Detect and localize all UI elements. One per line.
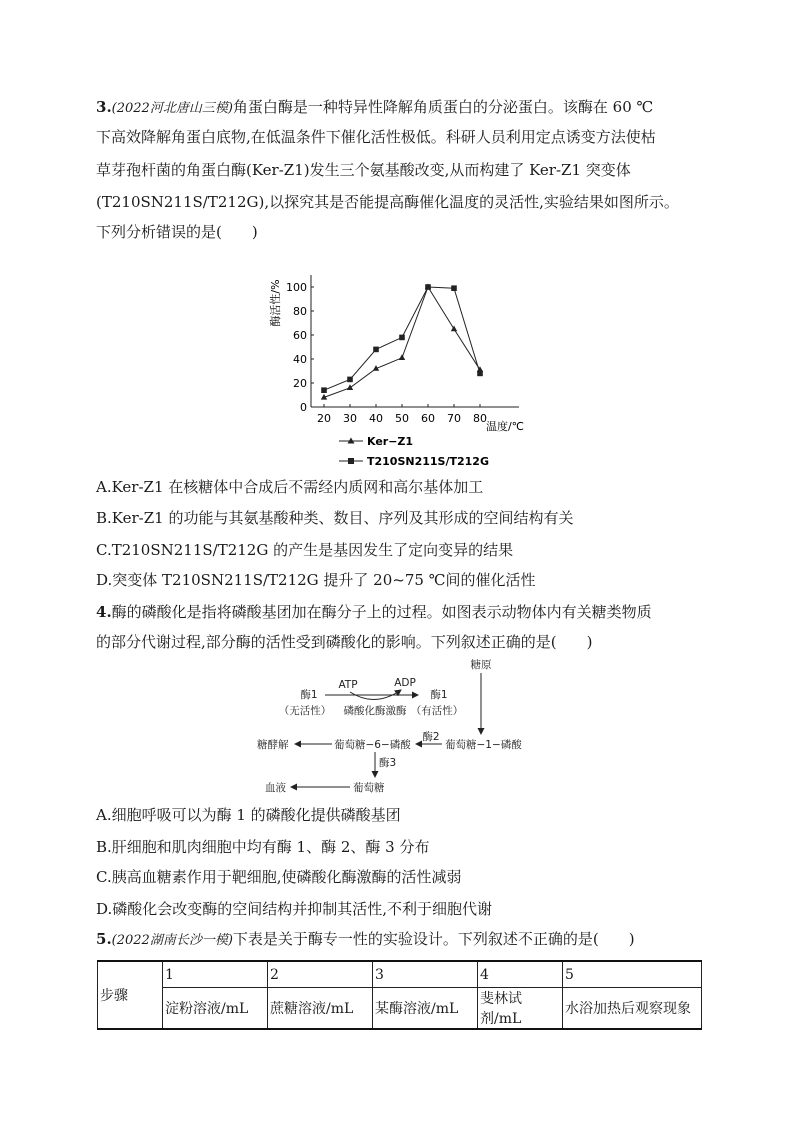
inactive-label: （无活性） bbox=[278, 705, 332, 717]
table-col-num-4: 4 bbox=[478, 961, 563, 988]
table-cell-3: 某酶溶液/mL bbox=[373, 988, 478, 1030]
table-cell-5: 水浴加热后观察现象 bbox=[563, 988, 702, 1030]
atp-label: ATP bbox=[338, 679, 358, 691]
chart-point-square bbox=[399, 335, 405, 341]
chart-xtick-label: 40 bbox=[369, 412, 383, 425]
q5-line-1: 5.(2022湖南长沙一模)下表是关于酶专一性的实验设计。下列叙述不正确的是( ) bbox=[96, 930, 635, 948]
chart-xtick-label: 60 bbox=[421, 412, 435, 425]
g6p-label: 葡萄糖−6−磷酸 bbox=[334, 739, 411, 751]
q3-line-5: 下列分析错误的是( ) bbox=[96, 223, 258, 241]
chart-point-square bbox=[347, 377, 353, 383]
table-col-num-5: 5 bbox=[563, 961, 702, 988]
chart-point-square bbox=[425, 284, 431, 290]
table-col-num-2: 2 bbox=[268, 961, 373, 988]
q4-option-a: A.细胞呼吸可以为酶 1 的磷酸化提供磷酸基团 bbox=[96, 806, 401, 824]
q5-source: (2022湖南长沙一模) bbox=[111, 933, 233, 948]
table-cell-1: 淀粉溶液/mL bbox=[163, 988, 268, 1030]
legend-label-kerz1: Ker−Z1 bbox=[367, 435, 414, 448]
q5-steps-table bbox=[97, 960, 702, 1030]
legend-marker-square bbox=[348, 458, 354, 464]
table-col-num-3: 3 bbox=[373, 961, 478, 988]
chart-ytick-label: 80 bbox=[293, 305, 307, 318]
q4-number: 4 bbox=[96, 603, 107, 621]
q3-source: (2022河北唐山三模) bbox=[111, 101, 233, 116]
table-row-header: 步骤 bbox=[98, 961, 163, 1029]
metabolism-diagram bbox=[255, 656, 545, 798]
g1p-label: 葡萄糖−1−磷酸 bbox=[445, 739, 522, 751]
table-cell-2: 蔗糖溶液/mL bbox=[268, 988, 373, 1030]
q4-option-c: C.胰高血糖素作用于靶细胞,使磷酸化酶激酶的活性减弱 bbox=[96, 868, 462, 886]
glucose-label: 葡萄糖 bbox=[353, 782, 385, 794]
q3-line-3: 草芽孢杆菌的角蛋白酶(Ker-Z1)发生三个氨基酸改变,从而构建了 Ker-Z1 突变体 bbox=[96, 161, 631, 179]
q4-line-2: 的部分代谢过程,部分酶的活性受到磷酸化的影响。下列叙述正确的是( ) bbox=[96, 633, 593, 651]
chart-xtick-label: 70 bbox=[447, 412, 461, 425]
blood-label: 血液 bbox=[265, 782, 286, 794]
q3-line-1: 3.(2022河北唐山三模)角蛋白酶是一种特异性降解角质蛋白的分泌蛋白。该酶在 60 ℃ bbox=[96, 98, 654, 116]
enzyme2-label: 酶2 bbox=[422, 731, 440, 743]
q3-option-c: C.T210SN211S/T212G 的产生是基因发生了定向变异的结果 bbox=[96, 541, 514, 559]
q5-number: 5 bbox=[96, 930, 107, 948]
chart-point-square bbox=[451, 285, 457, 291]
kinase-label: 磷酸化酶激酶 bbox=[343, 705, 407, 717]
chart-point-triangle bbox=[451, 326, 457, 332]
chart-point-triangle bbox=[399, 354, 405, 360]
chart-point-square bbox=[321, 387, 327, 393]
q3-option-a: A.Ker-Z1 在核糖体中合成后不需经内质网和高尔基体加工 bbox=[96, 478, 484, 496]
chart-point-square bbox=[373, 347, 379, 353]
chart-ytick-label: 20 bbox=[293, 377, 307, 390]
chart-ytick-label: 40 bbox=[293, 353, 307, 366]
q3-stem-1: 角蛋白酶是一种特异性降解角质蛋白的分泌蛋白。该酶在 60 ℃ bbox=[232, 98, 654, 116]
table-cell-4: 斐林试剂/mL bbox=[478, 988, 563, 1030]
q3-number: 3 bbox=[96, 98, 107, 116]
chart-ytick-label: 60 bbox=[293, 329, 307, 342]
adp-label: ADP bbox=[394, 677, 416, 689]
chart-xlabel: 温度/℃ bbox=[485, 420, 525, 433]
chart-xtick-label: 80 bbox=[473, 412, 487, 425]
q3-option-b: B.Ker-Z1 的功能与其氨基酸种类、数目、序列及其形成的空间结构有关 bbox=[96, 509, 574, 527]
chart-point-square bbox=[477, 371, 483, 377]
active-label: （有活性） bbox=[410, 705, 464, 717]
chart-xtick-label: 30 bbox=[343, 412, 357, 425]
enzyme1-active-label: 酶1 bbox=[430, 689, 448, 701]
chart-xtick-label: 20 bbox=[317, 412, 331, 425]
q5-stem: 下表是关于酶专一性的实验设计。下列叙述不正确的是( ) bbox=[232, 930, 635, 948]
q3-line-4: (T210SN211S/T212G),以探究其是否能提高酶催化温度的灵活性,实验结果如图所示。 bbox=[96, 193, 679, 211]
chart-ytick-label: 0 bbox=[300, 401, 307, 414]
q4-line-1: 4.酶的磷酸化是指将磷酸基团加在酶分子上的过程。如图表示动物体内有关糖类物质 bbox=[96, 603, 652, 621]
chart-ytick-label: 100 bbox=[286, 281, 307, 294]
glycolysis-label: 糖酵解 bbox=[257, 739, 289, 751]
q3-line-2: 下高效降解角蛋白底物,在低温条件下催化活性极低。科研人员利用定点诱变方法使枯 bbox=[96, 128, 656, 146]
table-col-num-1: 1 bbox=[163, 961, 268, 988]
legend-label-mutant: T210SN211S/T212G bbox=[367, 455, 489, 468]
q3-option-d: D.突变体 T210SN211S/T212G 提升了 20~75 ℃间的催化活性 bbox=[96, 571, 536, 589]
chart-point-triangle bbox=[347, 384, 353, 390]
enzyme-activity-chart bbox=[255, 245, 545, 470]
enzyme3-label: 酶3 bbox=[379, 757, 397, 769]
q4-stem-1: 酶的磷酸化是指将磷酸基团加在酶分子上的过程。如图表示动物体内有关糖类物质 bbox=[111, 603, 652, 621]
glycogen-label: 糖原 bbox=[470, 659, 492, 671]
q4-option-b: B.肝细胞和肌肉细胞中均有酶 1、酶 2、酶 3 分布 bbox=[96, 838, 430, 856]
chart-xtick-label: 50 bbox=[395, 412, 409, 425]
enzyme1-inactive-label: 酶1 bbox=[300, 689, 318, 701]
q4-option-d: D.磷酸化会改变酶的空间结构并抑制其活性,不利于细胞代谢 bbox=[96, 900, 493, 918]
chart-ylabel: 酶活性/% bbox=[269, 279, 282, 327]
